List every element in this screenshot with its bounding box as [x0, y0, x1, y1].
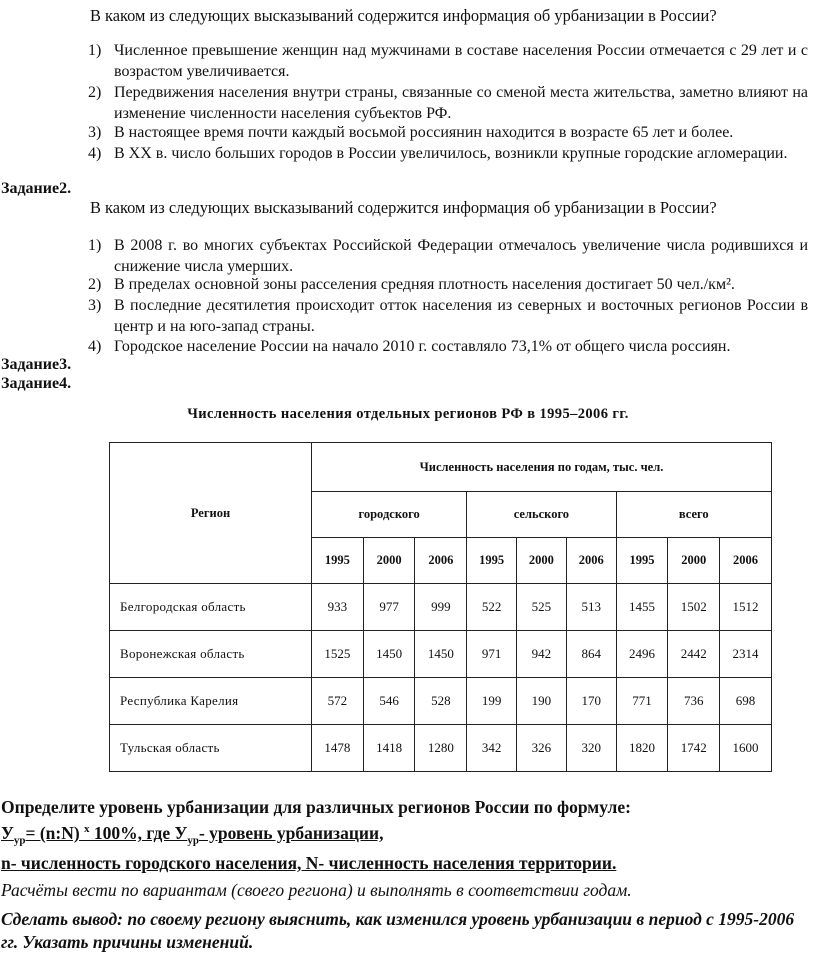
option-number: 1)	[88, 237, 102, 254]
task-3-label: Задание3.	[1, 356, 72, 373]
region-name: Республика Карелия	[110, 678, 312, 725]
table-cell: 320	[566, 725, 616, 772]
q1-option-4	[88, 143, 808, 164]
table-cell: 1450	[363, 631, 415, 678]
question-1-text: В каком из следующих высказываний содержится информация об урбанизации в России?	[90, 6, 717, 25]
table-cell: 528	[415, 678, 467, 725]
option-number: 3)	[88, 297, 102, 314]
option-number: 2)	[88, 84, 102, 101]
table-cell: 572	[312, 678, 364, 725]
conclusion-instruction: Сделать вывод: по своему региону выяснить, как изменился уровень урбанизации в период с 1995-2006 гг. Указать причины изменений.	[1, 909, 795, 952]
table-cell: 1525	[312, 631, 364, 678]
formula-intro: Определите уровень урбанизации для различных регионов России по формуле:	[1, 797, 631, 817]
table-cell: 1820	[616, 725, 668, 772]
option-text: Городское население России на начало 2010 г. составляло 73,1% от общего числа россиян.	[114, 338, 731, 355]
option-number: 2)	[88, 276, 102, 293]
table-cell: 771	[616, 678, 668, 725]
q2-option-1	[88, 235, 808, 277]
table-cell: 190	[517, 678, 567, 725]
option-number: 4)	[88, 338, 102, 355]
q2-option-4	[88, 336, 808, 357]
q1-option-3	[88, 122, 808, 143]
option-text: Численное превышение женщин над мужчинами в составе населения России отмечается с 29 лет и с возрастом увеличивается.	[114, 42, 808, 80]
region-name: Тульская область	[110, 725, 312, 772]
table-row	[110, 725, 772, 772]
region-header: Регион	[110, 443, 312, 584]
table-row	[110, 584, 772, 631]
formula-mid: = (n:N)	[25, 823, 85, 843]
option-text: В настоящее время почти каждый восьмой россиянин находится в возрасте 65 лет и более.	[114, 124, 734, 141]
table-cell: 864	[566, 631, 616, 678]
table-cell: 1450	[415, 631, 467, 678]
question-2-text: В каком из следующих высказываний содержится информация об урбанизации в России?	[90, 198, 717, 217]
table-cell: 1418	[363, 725, 415, 772]
formula-definitions: n- численность городского населения, N- численность населения территории.	[1, 853, 617, 873]
option-text: Передвижения населения внутри страны, связанные со сменой места жительства, заметно влияют на изменение численности населения субъектов РФ.	[114, 84, 808, 122]
table-row	[110, 678, 772, 725]
formula-u: У	[1, 823, 14, 843]
formula-line	[1, 823, 383, 847]
year-header: 2000	[363, 538, 415, 584]
region-name: Белгородская область	[110, 584, 312, 631]
year-header: 2000	[517, 538, 567, 584]
table-cell: 326	[517, 725, 567, 772]
table-cell: 522	[467, 584, 517, 631]
year-header: 2006	[720, 538, 772, 584]
year-header: 2006	[415, 538, 467, 584]
table-cell: 1742	[668, 725, 720, 772]
table-cell: 2496	[616, 631, 668, 678]
formula-sub: ур	[13, 834, 26, 847]
formula-sub2: ур	[187, 834, 199, 847]
table-cell: 1280	[415, 725, 467, 772]
year-header: 1995	[467, 538, 517, 584]
q2-option-3	[88, 295, 808, 337]
subgroup-header-urban: городского	[312, 492, 467, 538]
option-text: В 2008 г. во многих субъектах Российской Федерации отмечалось увеличение числа родившихся и снижение числа умерших.	[114, 237, 808, 275]
calc-instruction: Расчёты вести по вариантам (своего региона) и выполнять в соответствии годам.	[1, 880, 632, 900]
year-header: 2006	[566, 538, 616, 584]
table-cell: 942	[517, 631, 567, 678]
table-cell: 199	[467, 678, 517, 725]
table-cell: 1455	[616, 584, 668, 631]
table-cell: 2442	[668, 631, 720, 678]
population-table	[109, 442, 772, 772]
q1-option-2	[88, 82, 808, 124]
formula-x: х	[84, 823, 90, 836]
table-cell: 546	[363, 678, 415, 725]
option-text: В XX в. число больших городов в России увеличилось, возникли крупные городские агломерации.	[114, 145, 788, 162]
option-number: 4)	[88, 145, 102, 162]
q1-option-1	[88, 40, 808, 82]
formula-end: - уровень урбанизации,	[198, 823, 384, 843]
table-cell: 1512	[720, 584, 772, 631]
table-cell: 2314	[720, 631, 772, 678]
table-cell: 933	[312, 584, 364, 631]
task-2-label: Задание2.	[1, 180, 72, 197]
table-cell: 999	[415, 584, 467, 631]
formula-rest: 100%, где У	[89, 823, 188, 843]
option-number: 3)	[88, 124, 102, 141]
table-cell: 971	[467, 631, 517, 678]
table-cell: 170	[566, 678, 616, 725]
table-cell: 736	[668, 678, 720, 725]
option-text: В последние десятилетия происходит отток населения из северных и восточных регионов России в центр и на юго-запад страны.	[114, 297, 808, 335]
table-row	[110, 631, 772, 678]
subgroup-header-rural: сельского	[467, 492, 616, 538]
year-header: 1995	[312, 538, 364, 584]
table-cell: 1478	[312, 725, 364, 772]
option-number: 1)	[88, 42, 102, 59]
table-cell: 342	[467, 725, 517, 772]
table-cell: 525	[517, 584, 567, 631]
year-header: 2000	[668, 538, 720, 584]
task-4-label: Задание4.	[1, 375, 72, 392]
year-header: 1995	[616, 538, 668, 584]
table-cell: 1600	[720, 725, 772, 772]
table-cell: 698	[720, 678, 772, 725]
subgroup-header-total: всего	[616, 492, 771, 538]
q2-option-2	[88, 274, 808, 295]
table-caption: Численность населения отдельных регионов РФ в 1995–2006 гг.	[187, 406, 629, 422]
group-header: Численность населения по годам, тыс. чел.	[312, 443, 772, 492]
table-cell: 977	[363, 584, 415, 631]
region-name: Воронежская область	[110, 631, 312, 678]
option-text: В пределах основной зоны расселения средняя плотность населения достигает 50 чел./км².	[114, 276, 735, 293]
table-cell: 1502	[668, 584, 720, 631]
table-cell: 513	[566, 584, 616, 631]
